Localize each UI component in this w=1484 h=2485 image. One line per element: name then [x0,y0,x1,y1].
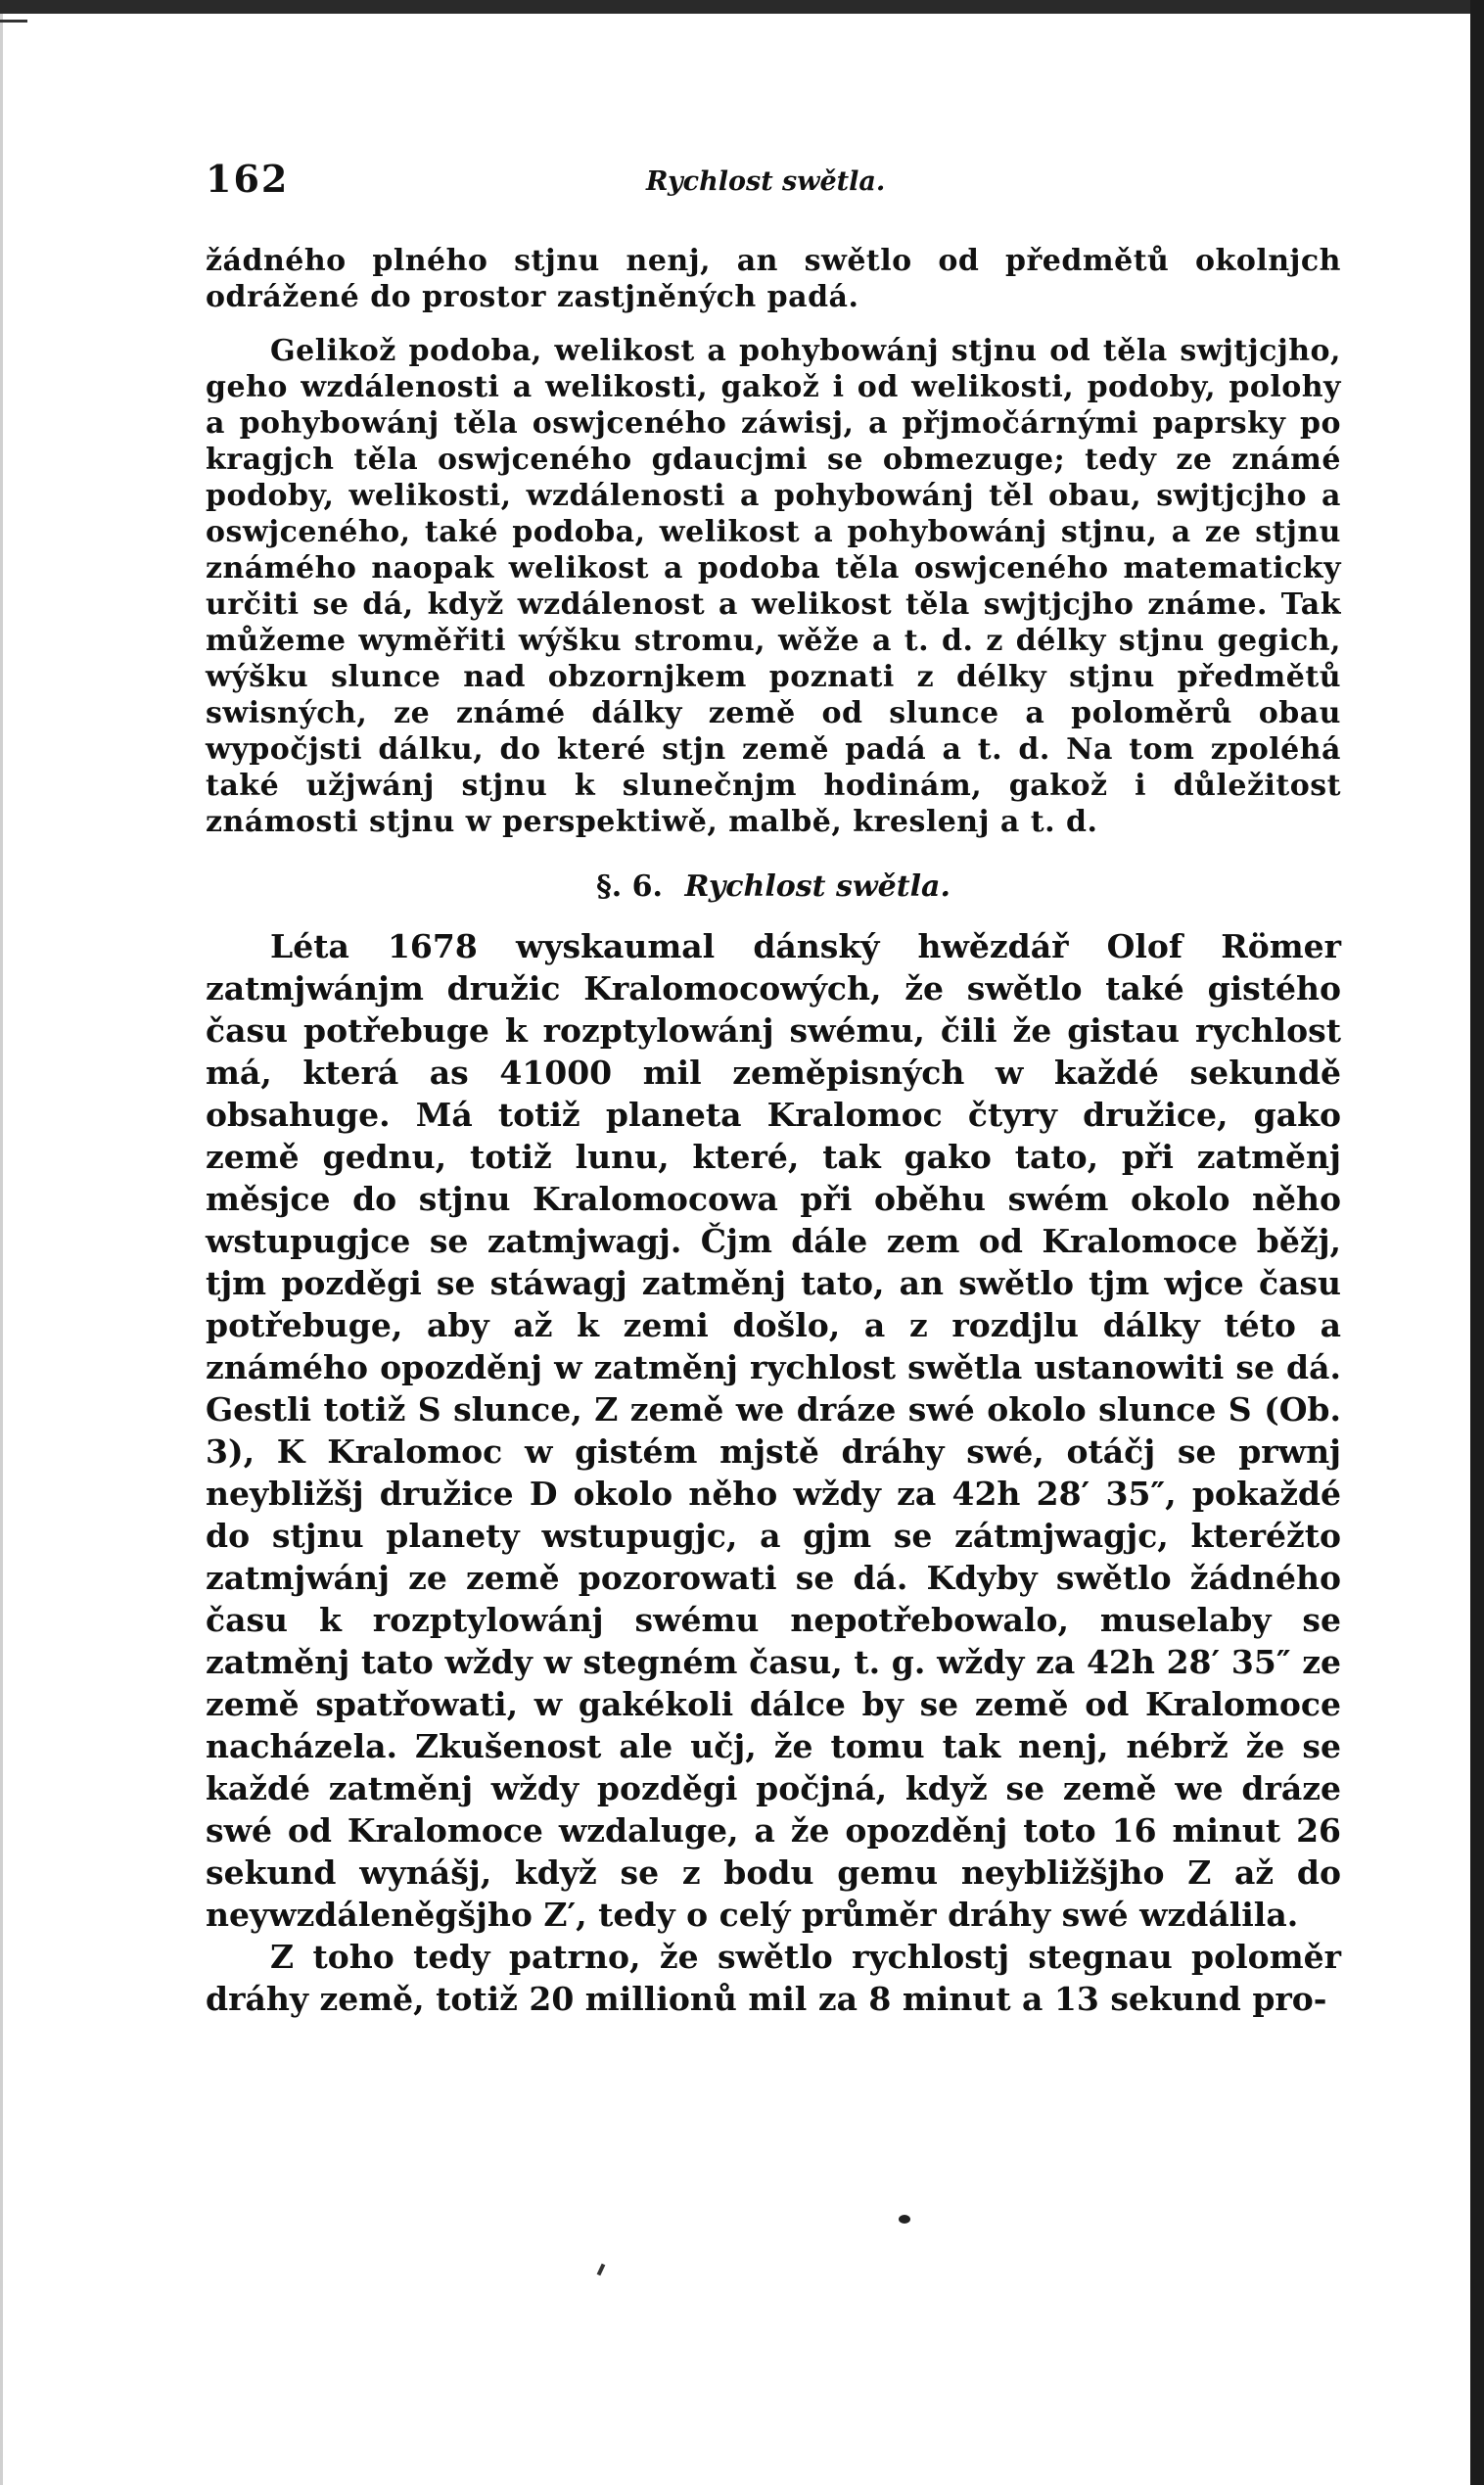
section-title: Rychlost swětla. [684,869,951,904]
section-number: §. 6. [596,869,663,904]
book-page [206,157,1341,2020]
scan-edge-mark [0,20,27,23]
small-text-block [206,243,1341,840]
running-head [206,157,1341,225]
paragraph-continuation: žádného plného stjnu nenj, an swětlo od předmětů okolnjch odrážené do prostor zastjněných padá. [206,244,1341,314]
running-title: Rychlost swětla. [646,166,886,197]
scan-border-top [0,0,1484,14]
section-heading [206,869,1341,904]
page-number: 162 [206,157,290,201]
scan-border-right [1470,0,1484,2485]
paragraph-shadow: Gelikož podoba, welikost a pohybowánj stjnu od těla swjtjcjho, geho wzdálenosti a welikosti, gakož i od welikosti, podoby, polohy a pohybowánj těla oswjceného záwisj, a přjmočárnými paprsky po kragjch těla oswjceného gdaucjmi se obmezuge; tedy ze známé podoby, welikosti, wzdálenosti a pohybowánj těl obau, swjtjcjho a oswjceného, také podoba, welikost a pohybowánj stjnu, a ze stjnu známého naopak welikost a podoba těla oswjceného matematicky určiti se dá, když wzdálenost a welikost těla swjtjcjho známe. Tak můžeme wyměřiti wýšku stromu, wěže a t. d. z délky stjnu gegich, wýšku slunce nad obzornjkem poznati z délky stjnu předmětů swisných, ze známé dálky země od slunce a poloměrů obau wypočjsti dálku, do které stjn země padá a t. d. Na tom zpoléhá také užjwánj stjnu k slunečnjm hodinám, gakož i důležitost známosti stjnu w perspektiwě, malbě, kreslenj a t. d. [206,334,1341,839]
ink-spot [899,2215,910,2224]
paragraph-romer: Léta 1678 wyskaumal dánský hwězdář Olof Römer zatmjwánjm družic Kralomocowých, že swětlo také gistého času potřebuge k rozptylowánj swému, čili že gistau rychlost má, která as 41000 mil zeměpisných w každé sekundě obsahuge. Má totiž planeta Kralomoc čtyry družice, gako země gednu, totiž lunu, které, tak gako tato, při zatměnj měsjce do stjnu Kralomocowa při oběhu swém okolo něho wstupugjce se zatmjwagj. Čjm dále zem od Kralomoce běžj, tjm pozděgi se stáwagj zatměnj tato, an swětlo tjm wjce času potřebuge, aby až k zemi došlo, a z rozdjlu dálky této a známého opozděnj w zatměnj rychlost swětla ustanowiti se dá. Gestli totiž S slunce, Z země we dráze swé okolo slunce S (Ob. 3), K Kralomoc w gistém mjstě dráhy swé, otáčj se prwnj neybližšj družice D okolo něho wždy za 42h 28′ 35″, pokaždé do stjnu planety wstupugjc, a gjm se zátmjwagjc, kteréžto zatmjwánj ze země pozorowati se dá. Kdyby swětlo žádného času k rozptylowánj swému nepotřebowalo, muselaby se zatměnj tato wždy w stegném času, t. g. wždy za 42h 28′ 35″ ze země spatřowati, w gakékoli dálce by se země od Kralomoce nacházela. Zkušenost ale učj, že tomu tak nenj, nébrž že se každé zatměnj wždy pozděgi počjná, když se země we dráze swé od Kralomoce wzdaluge, a že opozděnj toto 16 minut 26 sekund wynášj, když se z bodu gemu neybližšjho Z až do neywzdáleněgšjho Z′, tedy o celý průměr dráhy swé wzdálila. [206,927,1341,1934]
page-edge-left [0,0,3,2485]
ink-tick [597,2264,606,2276]
paragraph-conclusion: Z toho tedy patrno, že swětlo rychlostj stegnau poloměr dráhy země, totiž 20 millionů mil za 8 minut a 13 sekund pro- [206,1938,1341,2018]
